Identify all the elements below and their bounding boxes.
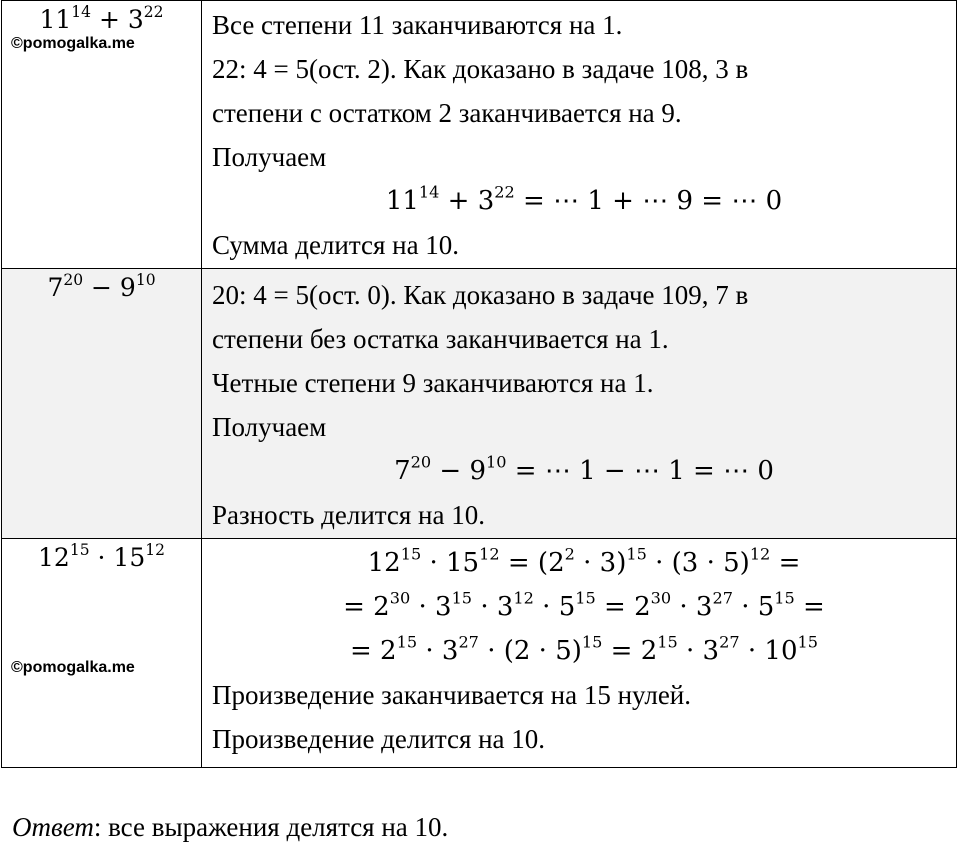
solution-text — [202, 269, 956, 537]
solution-text — [202, 1, 956, 267]
expression-label: $12^{15} \cdot 15^{12}$ — [38, 540, 165, 572]
conclusion: Разность делится на 10. — [212, 500, 485, 530]
answer-label: Ответ — [12, 812, 94, 842]
table-row — [2, 269, 957, 539]
expression-cell — [2, 539, 202, 768]
text-line: Произведение заканчивается на 15 нулей. — [212, 680, 691, 710]
text-line: Получаем — [212, 412, 327, 442]
solution-table — [1, 0, 957, 768]
text-line: Получаем — [212, 142, 327, 172]
text-line: 22: 4 = 5(ост. 2). Как доказано в задаче 108, 3 в — [212, 54, 749, 84]
solution-cell — [202, 269, 957, 539]
solution-text — [202, 539, 956, 761]
text-line: степени с остатком 2 заканчивается на 9. — [212, 98, 682, 128]
calculation: $11^{14} + 3^{22}$ = ⋯ 1 + ⋯ 9 = ⋯ 0 — [385, 182, 783, 216]
conclusion: Сумма делится на 10. — [212, 230, 460, 260]
expression-cell — [2, 1, 202, 269]
equation-line: = $2^{30} \cdot 3^{15} \cdot 3^{12} \cdot 5^{15} = 2^{30} \cdot 3^{27} \cdot 5^{15}$ = — [343, 588, 825, 622]
expression-label: $7^{20} - 9^{10}$ — [47, 270, 156, 302]
answer-text: : все выражения делятся на 10. — [93, 812, 449, 842]
expression-cell — [2, 269, 202, 539]
text-line: Все степени 11 заканчиваются на 1. — [212, 10, 623, 40]
solution-cell — [202, 539, 957, 768]
watermark: ©pomogalka.me — [11, 35, 135, 52]
text-line: Четные степени 9 заканчиваются на 1. — [212, 368, 654, 398]
watermark: ©pomogalka.me — [11, 659, 135, 676]
conclusion: Произведение делится на 10. — [212, 724, 546, 754]
table-row — [2, 539, 957, 768]
expression-label: $11^{14} + 3^{22}$ — [39, 2, 164, 34]
calculation: $7^{20} - 9^{10}$ = ⋯ 1 − ⋯ 1 = ⋯ 0 — [394, 452, 774, 486]
table-row — [2, 1, 957, 269]
equation-line: = $2^{15} \cdot 3^{27} \cdot (2 \cdot 5)^{15} = 2^{15} \cdot 3^{27} \cdot 10^{15}$ — [350, 632, 818, 666]
text-line: степени без остатка заканчивается на 1. — [212, 324, 669, 354]
equation-line: $12^{15} \cdot 15^{12} = (2^2 \cdot 3)^{15} \cdot (3 \cdot 5)^{12}$ = — [367, 544, 801, 578]
answer — [12, 812, 448, 843]
text-line: 20: 4 = 5(ост. 0). Как доказано в задаче 109, 7 в — [212, 280, 749, 310]
solution-cell — [202, 1, 957, 269]
